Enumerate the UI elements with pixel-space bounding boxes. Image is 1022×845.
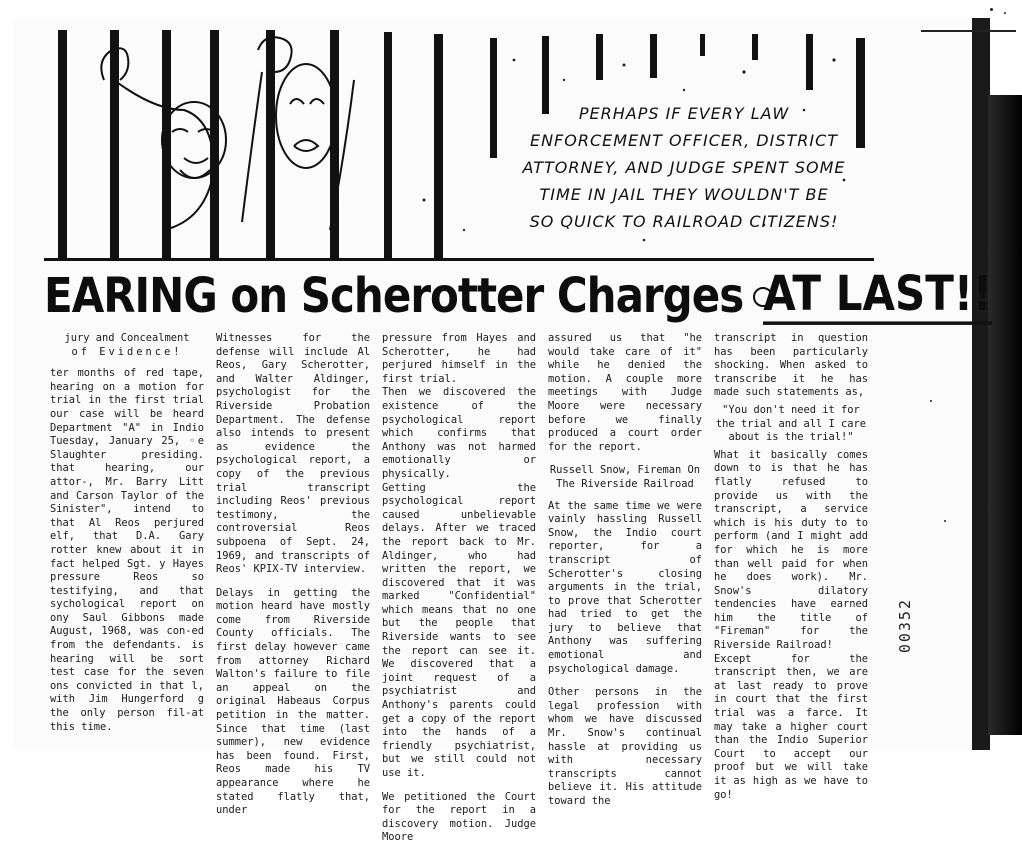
paragraph: At the same time we were vainly hassling Russell Snow, the Indio court reporter, for a transcript of Scherotter's closing arguments in the trial, to prove that Scherotter had tried to get the jury to believe that Anthony was suffering emotional and psychological damage.: [548, 499, 702, 675]
paragraph: We petitioned the Court for the report in a discovery motion. Judge Moore: [382, 790, 536, 844]
column-subhead: of Evidence!: [71, 345, 183, 358]
paragraph: transcript in question has been particularly shocking. When asked to transcribe it he has made such statements as,: [714, 332, 868, 399]
quote: "You don't need it for the trial and all I care about is the trial!": [715, 403, 867, 444]
paragraph: Delays in getting the motion heard have mostly come from Riverside County officials. The first delay however came from attorney Richard Walton's failure to file an appeal on the original Habeaus Corpus petition in the matter. Since that time (last summer), new evidence has been found. First, Reos made his TV appearance where he stated flatly that, under: [216, 586, 370, 817]
paragraph: Then we discovered the existence of the psychological report which confirms that Anthony was not harmed emotionally or physically.: [382, 386, 536, 480]
article-column-4: [542, 332, 708, 807]
article-body: [44, 332, 874, 844]
paragraph: Getting the psychological report caused unbelievable delays. After we traced the report back to Mr. Aldinger, who had written the report, we discovered that it was marked "Confidential" which means that no one but the people that Riverside wants to see the report can see it. We discovered that a joint request of a psychiatrist and Anthony's parents could get a copy of the report into the hands of a friendly psychiatrist, but we still could not use it.: [382, 481, 536, 779]
headline-end: AT LAST!!: [763, 265, 992, 325]
article-column-5: [708, 332, 874, 801]
section-subhead: Russell Snow, Fireman On The Riverside Railroad: [549, 464, 701, 490]
paragraph: Except for the transcript then, we are at last ready to prove in court that the first trial was a farce. It may take a higher court than the Indio Superior Court to accept our proof but we will take it as high as we have to go!: [714, 652, 868, 801]
column-subhead: jury and Concealment: [64, 332, 190, 344]
article-column-1: [44, 332, 210, 732]
paragraph: ter months of red tape, hearing on a motion for trial in the first trial our case will be heard Department "A" in Indio Tuesday, January 25, ◦e Slaughter presiding. that hearing, our attor-, Mr. Barry Litt and Carson Taylor of the Sinister", intend to that Al Reos perjured elf, that D.A. Gary rotter knew about it in fact helped Sgt. y Hayes pressure Reos so testifying, and that sychological report on ony Saul Gibbons made August, 1968, was con-ed from the defendants. is hearing will be sort test case for the seven ons convicted in that l, with Jim Hungerford g the only person fil-at this time.: [50, 367, 204, 733]
speck: [1004, 12, 1006, 14]
jail-cartoon: [44, 20, 874, 261]
headline: [44, 265, 993, 324]
article-column-2: [210, 332, 376, 817]
corner-rule: [921, 30, 1016, 32]
headline-main: EARING on Scherotter Charges: [44, 266, 744, 324]
paragraph: Witnesses for the defense will include Al Reos, Gary Scherotter, and Walter Aldinger, psychologist for the Riverside Probation Department. The defense also intends to present as evidence the psychological report, a copy of the previous trial transcript including Reos' previous testimony, the controversial Reos subpoena of Sept. 24, 1969, and transcripts of Reos' KPIX-TV interview.: [216, 332, 370, 576]
cartoon-caption: PERHAPS IF EVERY LAW ENFORCEMENT OFFICER, DISTRICT ATTORNEY, AND JUDGE SPENT SOME TIME IN JAIL THEY WOULDN'T BE SO QUICK TO RAILROAD CITIZENS!: [522, 104, 846, 231]
speck: [990, 8, 993, 11]
paragraph: What it basically comes down to is that he has flatly refused to provide us with the transcript, a service which is his duty to to perform (and I might add for which he is more than well paid for when he does work). Mr. Snow's dilatory tendencies have earned him the title of "Fireman" for the Riverside Railroad!: [714, 448, 868, 652]
speck: [930, 400, 932, 402]
paragraph: Other persons in the legal profession with whom we have discussed Mr. Snow's continual hassle at providing us with necessary transcripts cannot believe it. His attitude toward the: [548, 686, 702, 807]
page-edge-shadow: [988, 95, 1022, 735]
speck: [944, 520, 946, 522]
archive-stamp: 00352: [896, 598, 914, 654]
paragraph: assured us that "he would take care of it" while he denied the motion. A couple more meetings with Judge Moore were necessary before we finally produced a court order for the report.: [548, 332, 702, 453]
article-column-3: [376, 332, 542, 844]
paragraph: pressure from Hayes and Scherotter, he had perjured himself in the first trial.: [382, 332, 536, 385]
